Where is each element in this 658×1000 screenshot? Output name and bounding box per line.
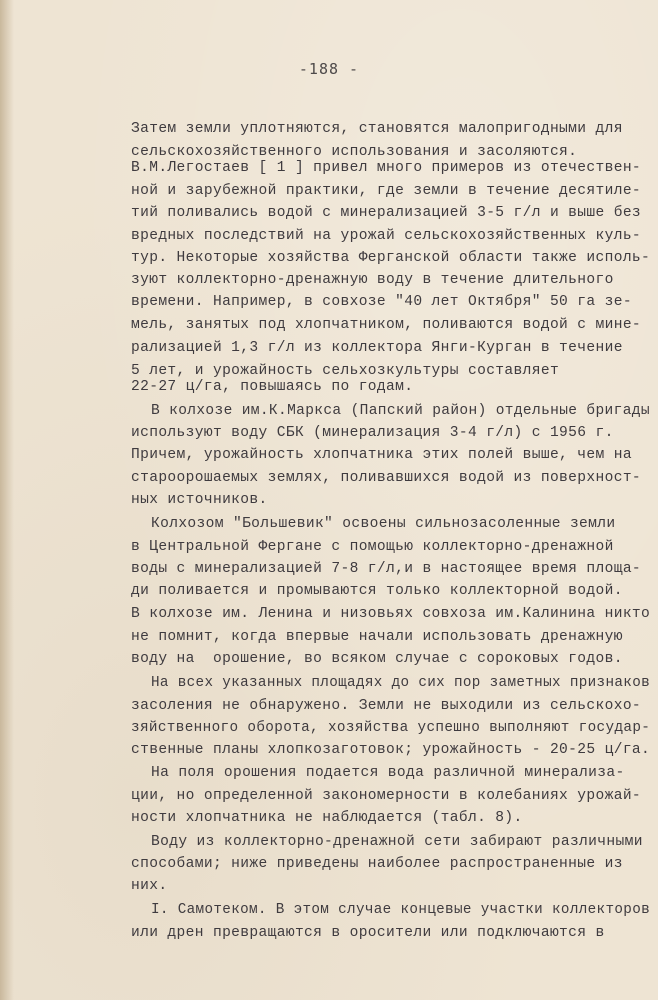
page-number: -188 - <box>298 60 360 78</box>
text-line: тур. Некоторые хозяйства Ферганской области также исполь- <box>131 250 651 266</box>
text-line: ных источников. <box>131 492 268 508</box>
text-line: засоления не обнаружено. Земли не выходили из сельскохо- <box>131 698 642 714</box>
text-line: На всех указанных площадях до сих пор заметных признаков <box>151 675 651 691</box>
page-edge-shadow <box>0 0 14 1000</box>
text-line: них. <box>131 878 168 894</box>
text-line: мель, занятых под хлопчатником, поливаются водой с мине- <box>131 317 642 333</box>
text-line: тий поливались водой с минерализацией 3-5 г/л и выше без <box>131 205 642 221</box>
text-line: зуют коллекторно-дренажную воду в течение длительного <box>131 272 614 288</box>
text-line: Колхозом "Большевик" освоены сильнозасоленные земли <box>151 516 616 532</box>
text-line: воды с минерализацией 7-8 г/л,и в настоящее время площа- <box>131 561 642 577</box>
text-line: На поля орошения подается вода различной минерализа- <box>151 765 625 781</box>
text-line: ции, но определенной закономерности в колебаниях урожай- <box>131 788 642 804</box>
text-line: Причем, урожайность хлопчатника этих полей выше, чем на <box>131 447 632 463</box>
text-line: 5 лет, и урожайность сельхозкультуры составляет <box>131 363 560 379</box>
text-line: рализацией 1,3 г/л из коллектора Янги-Курган в течение <box>131 340 623 356</box>
text-line: вредных последствий на урожай сельскохозяйственных куль- <box>131 228 642 244</box>
text-line: не помнит, когда впервые начали использовать дренажную <box>131 629 623 645</box>
text-line: В колхозе им.К.Маркса (Папский район) отдельные бригады <box>151 403 650 419</box>
text-line: I. Самотеком. В этом случае концевые участки коллекторов <box>151 902 651 918</box>
text-line: зяйственного оборота, хозяйства успешно выполняют государ- <box>131 720 651 736</box>
text-line: в Центральной Фергане с помощью коллекторно-дренажной <box>131 539 614 555</box>
text-line: времени. Например, в совхозе "40 лет Октября" 50 га зе- <box>131 294 632 310</box>
text-line: В.М.Легостаев [ 1 ] привел много примеров из отечествен- <box>131 160 642 176</box>
text-line: Затем земли уплотняются, становятся малопригодными для <box>131 121 623 137</box>
text-line: ной и зарубежной практики, где земли в течение десятиле- <box>131 183 642 199</box>
text-line: староорошаемых землях, поливавшихся водой из поверхност- <box>131 470 642 486</box>
text-line: сельскохозяйственного использования и засоляются. <box>131 144 578 160</box>
text-line: используют воду СБК (минерализация 3-4 г/л) с 1956 г. <box>131 425 614 441</box>
text-line: ственные планы хлопкозаготовок; урожайность - 20-25 ц/га. <box>131 742 651 758</box>
text-line: способами; ниже приведены наиболее распространенные из <box>131 856 623 872</box>
text-line: Воду из коллекторно-дренажной сети забирают различными <box>151 834 643 850</box>
text-line: воду на орошение, во всяком случае с сороковых годов. <box>131 651 623 667</box>
text-line: 22-27 ц/га, повышаясь по годам. <box>131 379 414 395</box>
text-line: ности хлопчатника не наблюдается (табл. 8). <box>131 810 523 826</box>
text-line: или дрен превращаются в оросители или подключаются в <box>131 925 605 941</box>
text-line: ди поливается и промываются только коллекторной водой. <box>131 583 623 599</box>
text-line: В колхозе им. Ленина и низовьях совхоза им.Калинина никто <box>131 606 651 622</box>
